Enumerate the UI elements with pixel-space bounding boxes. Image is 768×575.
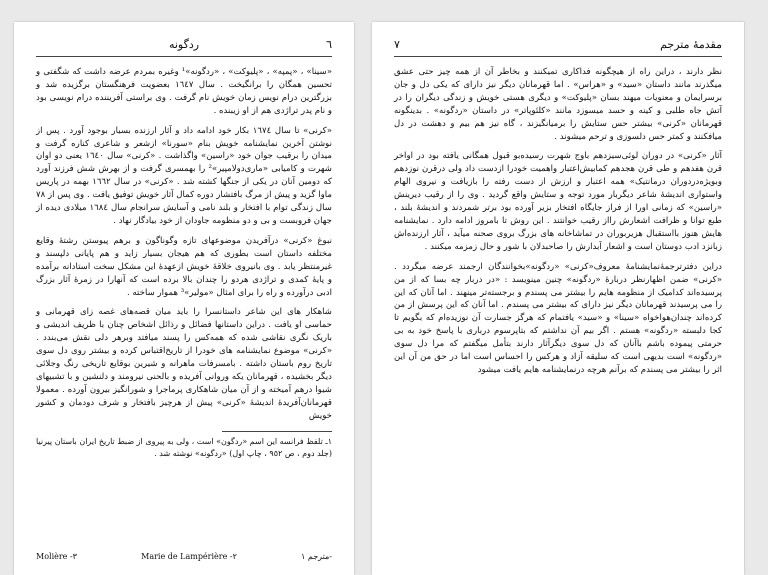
footnote-ref: Molière -٣ bbox=[36, 552, 77, 561]
paragraph: نبوغ «کرنی» درآفریدن موضوعهای تازه وگوناگون و برهم پیوستن رشتهٔ وقایع مختلفه داستان است بطوری که هم هیجان بسیار زاید و هم پایانی دلپسند و غیرمنتظر یابد . وی بانیروی خلاقهٔ خویش ازعهدهٔ این مشکل سخت استادانه برآمده و پایهٔ کمدی و تراژدی هردو را چندان بالا برده است که آنهارا در زمرهٔ آثار بزرگ ادبی درآورده و راه را برای امثال «مولیر»³ هموار ساخته . bbox=[36, 235, 332, 298]
footnote-divider bbox=[222, 431, 332, 432]
running-title: مقدمهٔ مترجم bbox=[660, 38, 722, 51]
page-footnote-refs bbox=[36, 552, 332, 561]
footnote-ref: Marie de Lampérière -٢ bbox=[141, 552, 237, 561]
page-header bbox=[36, 36, 332, 57]
page-number: ٧ bbox=[394, 38, 400, 51]
left-page bbox=[14, 22, 354, 575]
paragraph: شاهکار های این شاعر داستانسرا را باید میان قصه‌های غصه زای قهرمانی و حماسی او یافت . دراین داستانها فضائل و رذائل اشخاص چنان با ظریف اندیشی و باریک نگری نقاشی شده که همه‌کس را پسند میافتد وبرهر دلی نقش می‌بندد . «کرنی» موضوع نمایشنامه های خودرا از تاریخ‌اقتباس کرده و بیشتر روی دل سوی تاریخ روم باستان داشته . بامسرفات ماهرانه و شیرین بوقایع تاریخی رنگ وجلائی دیگر بخشیده ، قهرمانان یکه وروانی آفریده و بالحنی نیرومند و دلنشین و با تشبیهای شیوا درهم آمیخته و از آن میان شاهکاری پرماجرا و شورانگیز بیرون آورده . معمولا قهرمانان‌آفریدهٔ اندیشهٔ «کرنی» پیش از هرچیز بافتخار و شرف دودمان و کشور خویش bbox=[36, 307, 332, 421]
footnote-ref: مترجم ١- bbox=[301, 552, 332, 561]
paragraph: «سینا» ، «پمپه» ، «پلیوکت» ، «ردگونه»¹ وغیره بمردم عرضه داشت که شگفتی و تحسین همگان را برانگیخت . سال ١٦٤٧ بعضویت فرهنگستان برگزیده شد و بزرگترین درام نویس زمان خویش نام گرفت . وی براستی آفریننده درام نویسی بود و نام پدر تراژدی هم از او زیبنده . bbox=[36, 67, 332, 116]
page-number: ٦ bbox=[326, 38, 332, 51]
running-title: ردگونه bbox=[168, 38, 200, 51]
page-header bbox=[394, 36, 722, 57]
page-body bbox=[394, 66, 722, 384]
paragraph: نظر دارند ، دراین راه از هیچگونه فداکاری تمیکنند و بخاطر آن از همه چیز حتی عشق میگذرند مانند داستان «سید» و «هراس» . اما قهرمانان دیگر نیز دارای که یکی دل و جان برسرایمان و معنویات میهند بسان «پلیوکت» و دیگری هستی خویش و زندگی دیگران را در آتش جاه طلبی و کینه و حسد میسوزد مانند «کلئوپاتر» در داستان «ردگونه» . بدینگونه قهرمانان «کرنی» بیشتر حس ستایش را برمیانگیزند ، گاه نیز هم بیم و دهشت در دل میافکنند و کمتر حس دلسوزی و ترحم میشوند . bbox=[394, 67, 722, 142]
paragraph: «کرنی» تا سال ١٦٧٤ بکار خود ادامه داد و آثار ارزنده بسیار بوجود آورد . پس از نوشتن آخرین نمایشنامه خویش بنام «سورنا» ازشعر و شاعری کناره گرفت و میدان را برقیب جوان خود «راسین» واگذاشت . «کرنی» سال ١٦٤٠ یعنی دو اوان شهرت و کامیابی «ماری‌دولامپیر»² را بهمسری گرفت و از بهرش شش فرزند آورد که دومین آنان در یکی از جنگها کشته شد . «کرنی» در سال ١٦٦٢ بهمه در پاریس ماوا گزید و پیش از مرگ بافتشار دوره کمال آثار خویش توفیق یافت . وی پس از ٧٨ سال زندگی توام با افتخار و بلند نامی و آسایش سرانجام سال ١٦٨٤ میلادی دیده از جهان فروبست و بی و دو منظومه جاودان از خود بیادگار نهاد . bbox=[36, 125, 332, 226]
paragraph: دراین دفترترجمهٔ‌نمایشنامهٔ معروف«کرنی» «ردگونه»‌بخوانندگان ارجمند عرضه میگردد . «کرنی» ضمن اظهارنظر دربارهٔ «ردگونه» چنین مینویسد : «در دربار چه بسا که از من پرسیده‌اند کدامیک از منظومه هایم را بیشتر می پسندم و برجسته‌تر مینهند . اما آنان که این را می پرسیدند قهرمانان دیگر نیز دارای که بیشتر می پسندم . اما آنان که این پرسش از من کرده‌اند چندان‌هواخواه «سینا» و «سید» یافتمام که هرگز جسارت آن نوزیده‌ام که بگویم تا کجا دلبسته «ردگونه» هستم . اگر بیم آن نداشتم که بتاپرسوم درباری با پاسخ خود به بی حرمتی پیموده باشم باآنان که دل سوی دیگرآثار دارند بتأمل میگفتم که مرا دل سوی «ردگونه» است بدیهی است که سلیقه آزاد و هرکس را احساس است اما در حق من آن این اثر را بیشتر می پسندم که برآنم هرچه درنمایشنامه هایم یافت میشود bbox=[394, 261, 722, 375]
right-page bbox=[372, 22, 744, 575]
paragraph: آثار «کرنی» در دوران لوئی‌سیزدهم باوج شهرت رسیده‌بو قبول همگانی یافته بود در اواخر قرن هفدهم و طی قرن هجدهم کمابیش‌اعتبار واهمیت خودرا ازدست داد ولی درقرن نوزدهم وبویژه‌دردوران درمانتیک» همه اعتبار و ارزش از دست رفته را بازیافت و نیروی الهام واستواری اندیشهٔ شاعر دیگربار مورد توجه و ستایش واقع گردید . وی را از رقیب دیرینش «راسین» که زمانی اورا از فراز جایگاه افتخار بزیر آورده بود برتر شمردند و اندیشهٔ بلند ، طبع توانا و ظرافت اشعارش رااز رقیب خوانتند . این روش تا بامروز ادامه دارد . نمایشنامه هایش هنوز بااستقبال هزیربوران در تماشاخانه های بزرگ بروی صحنه میآید ، آثار ارزنده‌اش زبانزد ادب دوستان است و اشعار آبدارش را صاحبدلان با شور و حال زمزمه میکنند . bbox=[394, 151, 722, 252]
footnote: ١ـ تلفظ فرانسه این اسم «ردگون» است ، ولی به پیروی از ضبط تاریخ ایران باستان پیرنیا (جلد دوم ، ص ٩٥٢ ، چاپ اول) «ردگونه» نوشته شد . bbox=[36, 436, 332, 458]
page-body bbox=[36, 66, 332, 467]
